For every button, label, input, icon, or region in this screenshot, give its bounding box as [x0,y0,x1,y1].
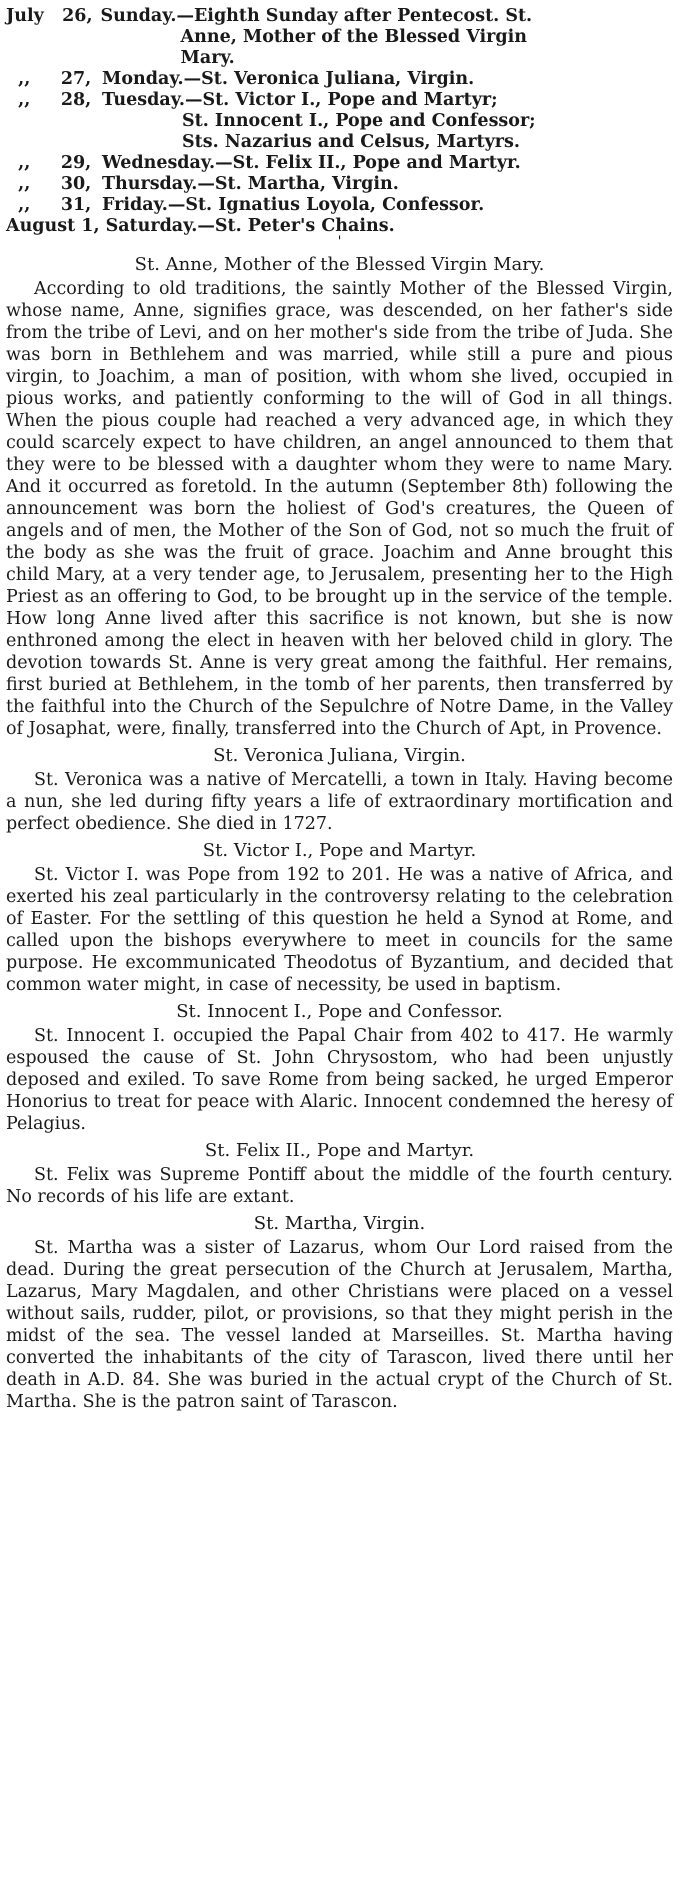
calendar-date: ,, 27, [6,69,92,89]
calendar-list [6,6,673,237]
article-st-veronica [6,744,673,835]
calendar-line: Tuesday.—St. Victor I., Pope and Martyr; [102,90,498,110]
calendar-date: ,, 30, [6,174,92,194]
calendar-entry [6,153,673,174]
calendar-entry [6,174,673,195]
article-st-victor [6,839,673,996]
calendar-line: Sunday.—Eighth Sunday after Pentecost. St. [100,6,533,26]
section-heading: St. Veronica Juliana, Virgin. [213,745,466,766]
calendar-line: St. Innocent I., Pope and Confessor; [182,111,536,131]
calendar-date: August 1, [6,216,100,236]
calendar-line: Thursday.—St. Martha, Virgin. [102,174,399,194]
calendar-line: Sts. Nazarius and Celsus, Martyrs. [182,132,520,152]
calendar-line: Mary. [180,48,235,68]
section-heading: St. Victor I., Pope and Martyr. [202,840,477,861]
calendar-date: ,, 31, [6,195,92,215]
calendar-entry [6,195,673,216]
section-body: St. Martha was a sister of Lazarus, whom Our Lord raised from the dead. During the great persecution of the Church at Jerusalem, Martha, Lazarus, Mary Magdalen, and other Christians were placed on a vessel without sails, rudder, pilot, or provisions, so that they might perish in the midst of the sea. The vessel landed at Marseilles. St. Martha having converted the inhabitants of the city of Tarascon, lived there until her death in A.D. 84. She was buried in the actual crypt of the Church of St. Martha. She is the patron saint of Tarascon. [6,1238,673,1412]
article-st-felix [6,1139,673,1208]
section-heading: St. Felix II., Pope and Martyr. [204,1140,475,1161]
section-body: St. Veronica was a native of Mercatelli, a town in Italy. Having become a nun, she led during fifty years a life of extraordinary mortification and perfect obedience. She died in 1727. [6,770,673,834]
calendar-line: Anne, Mother of the Blessed Virgin [180,27,528,47]
section-body: St. Innocent I. occupied the Papal Chair from 402 to 417. He warmly espoused the cause of St. John Chrysostom, who had been unjustly deposed and exiled. To save Rome from being sacked, he urged Emperor Honorius to treat for peace with Alaric. Innocent condemned the heresy of Pelagius. [6,1026,673,1134]
calendar-line: Saturday.—St. Peter's Chains. [105,216,395,236]
divider-mark: ' [337,234,342,250]
section-heading: St. Innocent I., Pope and Confessor. [176,1001,503,1022]
calendar-line: Friday.—St. Ignatius Loyola, Confessor. [102,195,485,215]
calendar-line: Wednesday.—St. Felix II., Pope and Martyr. [102,153,521,173]
section-body: St. Felix was Supreme Pontiff about the middle of the fourth century. No records of his life are extant. [6,1165,673,1207]
article-st-anne [6,253,673,740]
calendar-entry [6,6,673,69]
section-body: According to old traditions, the saintly Mother of the Blessed Virgin, whose name, Anne, signifies grace, was descended, on her father's side from the tribe of Levi, and on her mother's side from the tribe of Juda. She was born in Bethlehem and was married, while still a pure and pious virgin, to Joachim, a man of position, with whom she lived, occupied in pious works, and patiently conforming to the will of God in all things. When the pious couple had reached a very advanced age, in which they could scarcely expect to have children, an angel announced to them that they were to be blessed with a daughter whom they were to name Mary. And it occurred as foretold. In the autumn (September 8th) following the announcement was born the holiest of God's creatures, the Queen of angels and of men, the Mother of the Son of God, not so much the fruit of the body as she was the fruit of grace. Joachim and Anne brought this child Mary, at a very tender age, to Jerusalem, presenting her to the High Priest as an offering to God, to be brought up in the service of the temple. How long Anne lived after this sacrifice is not known, but she is now enthroned among the elect in heaven with her beloved child in glory. The devotion towards St. Anne is very great among the faithful. Her remains, first buried at Bethlehem, in the tomb of her parents, then transferred by the faithful into the Church of the Sepulchre of Notre Dame, in the Valley of Josaphat, were, finally, transferred into the Church of Apt, in Provence. [6,279,673,739]
calendar-entry [6,69,673,90]
article-st-innocent [6,1000,673,1135]
calendar-date: ,, 29, [6,153,92,173]
section-body: St. Victor I. was Pope from 192 to 201. He was a native of Africa, and exerted his zeal particularly in the controversy relating to the celebration of Easter. For the settling of this question he held a Synod at Rome, and called upon the bishops everywhere to meet in councils for the same purpose. He excommunicated Theodotus of Byzantium, and decided that common water might, in case of necessity, be used in baptism. [6,865,673,995]
calendar-date: ,, 28, [6,90,92,110]
article-st-martha [6,1212,673,1413]
calendar-line: Monday.—St. Veronica Juliana, Virgin. [102,69,475,89]
calendar-date: July 26, [6,6,93,26]
calendar-entry [6,90,673,153]
section-heading: St. Martha, Virgin. [253,1213,426,1234]
section-heading: St. Anne, Mother of the Blessed Virgin Mary. [134,254,545,275]
